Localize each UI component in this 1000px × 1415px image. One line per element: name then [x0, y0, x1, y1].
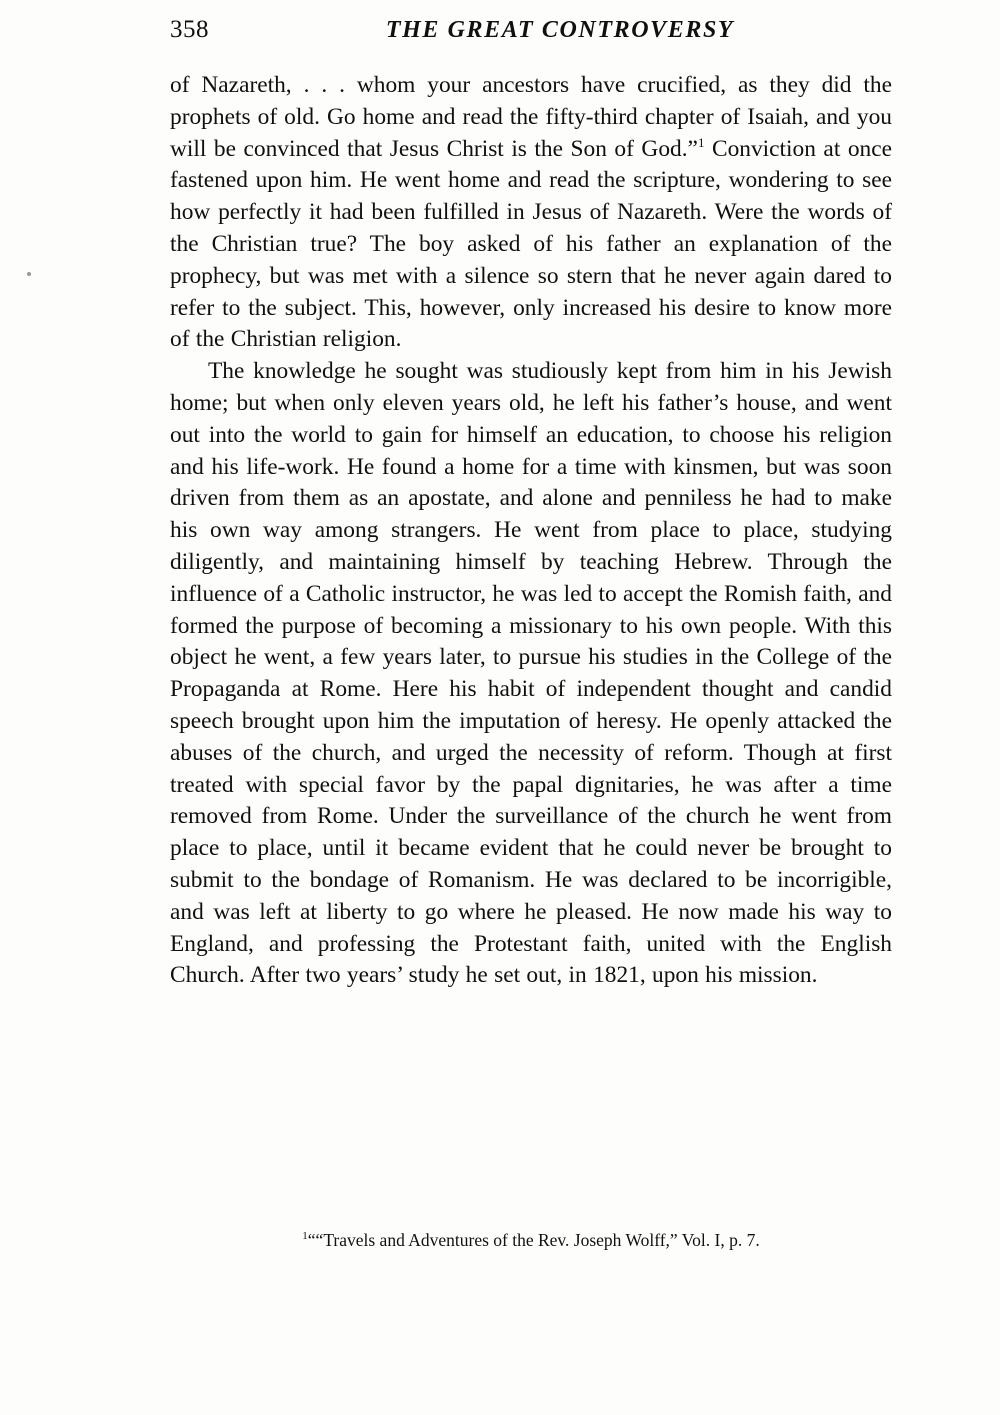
footnote-text: ““Travels and Adventures of the Rev. Joseph Wolff,” Vol. I, p. 7.: [307, 1230, 760, 1250]
paragraph-1-text: of Nazareth, . . . whom your ancestors have crucified, as they did the prophets of old. Go home and read the fifty-third chapter of Isaiah, and you will be convinced that Jesus Christ is the Son of God.”: [170, 72, 892, 162]
running-head: THE GREAT CONTROVERSY: [385, 17, 735, 43]
footnote-reference: 1: [697, 134, 705, 150]
footnote-marker: 1: [302, 1230, 308, 1243]
page-number: 358: [170, 16, 209, 43]
paragraph-2: The knowledge he sought was studiously kept from him in his Jewish home; but when only eleven years old, he left his father’s house, and went out into the world to gain for himself an education, to choose his religion and his life-work. He found a home for a time with kinsmen, but was soon driven from them as an apostate, and alone and penniless he had to make his own way among strangers. He went from place to place, studying diligently, and maintaining himself by teaching Hebrew. Through the influence of a Catholic instructor, he was led to accept the Romish faith, and formed the purpose of becoming a missionary to his own people. With this object he went, a few years later, to pursue his studies in the College of the Propaganda at Rome. Here his habit of independent thought and candid speech brought upon him the imputation of heresy. He openly attacked the abuses of the church, and urged the necessity of reform. Though at first treated with special favor by the papal dignitaries, he was after a time removed from Rome. Under the surveillance of the church he went from place to place, until it became evident that he could never be brought to submit to the bondage of Romanism. He was declared to be incorrigible, and was left at liberty to go where he pleased. He now made his way to England, and professing the Protestant faith, united with the English Church. After two years’ study he set out, in 1821, upon his mission.: [170, 358, 893, 989]
paragraph-1-tail: Conviction at once fastened upon him. He went home and read the scripture, wondering to see how perfectly it had been fulfilled in Jesus of Nazareth. Were the words of the Christian true? The boy asked of his father an explanation of the prophecy, but was met with a silence so stern that he never again dared to refer to the subject. This, however, only increased his desire to know more of the Christian religion.: [170, 135, 892, 353]
paragraph-1: [170, 70, 892, 356]
page-speck: [27, 272, 31, 276]
page-header: [170, 16, 890, 50]
footnote-block: [170, 1228, 892, 1252]
body-text-column: [170, 70, 892, 992]
